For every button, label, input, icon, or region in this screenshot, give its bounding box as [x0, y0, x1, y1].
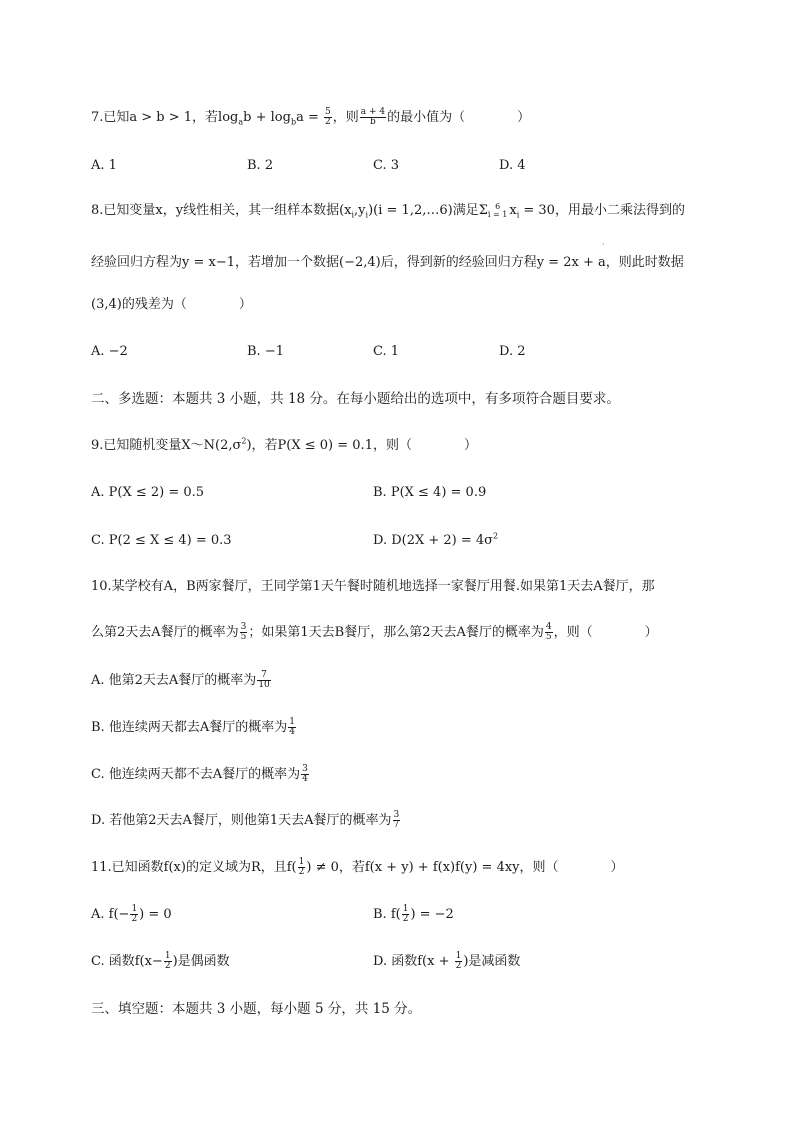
q7-fraction-five-halves: [324, 108, 332, 127]
sigma-symbol: Σ: [478, 203, 488, 218]
frac-den: 4: [302, 774, 308, 784]
frac-den: 7: [393, 820, 400, 830]
q11-opt-text: D. 函数f(x +: [373, 954, 454, 969]
frac-num: 3: [240, 622, 247, 632]
q8-text: 8.已知变量x，y线性相关，其一组样本数据(x: [91, 203, 352, 218]
q11-text: 11.已知函数f(x)的定义域为R，且f(: [91, 860, 297, 875]
frac-num: 3: [393, 810, 400, 820]
section-heading-fill-in: 三、填空题：本题共 3 小题，每小题 5 分，共 15 分。: [91, 1001, 422, 1017]
q11-fraction-half: [298, 858, 306, 877]
q10-opt-d-fraction: [393, 811, 401, 830]
frac-num: 1: [402, 904, 409, 914]
q8-sum-limits: [488, 203, 507, 219]
q8-text: = 30，用最小二乘法得到的: [519, 203, 685, 218]
frac-num: 1: [131, 904, 138, 914]
frac-den: b: [370, 117, 376, 127]
q11-option-c[interactable]: [91, 952, 230, 972]
q7-stem-part: b + log: [243, 110, 291, 125]
q8-stem-line2: 经验回归方程为y = x−1，若增加一个数据(−2,4)后，得到新的经验回归方程y = 2x + a，则此时数据: [91, 255, 684, 270]
q11-stem: [91, 858, 624, 878]
q8-sub: i: [365, 210, 369, 220]
q10-opt-text: C. 他连续两天都不去A餐厅的概率为: [91, 767, 301, 782]
frac-den: 2: [325, 117, 331, 127]
frac-den: 5: [545, 632, 552, 642]
q7-stem: [91, 108, 530, 128]
frac-num: 7: [257, 671, 270, 681]
q10-stem-line2: [91, 623, 658, 643]
sum-lower: i = 1: [487, 209, 508, 219]
q10-text: ；如果第1天去B餐厅，那么第2天去A餐厅的概率为: [248, 625, 544, 640]
q7-stem-part: a =: [296, 110, 319, 125]
q9-sup: 2: [241, 436, 247, 446]
q11-opt-text: A. f(−: [91, 907, 130, 922]
q7-stem-part: 的最小值为（ ）: [387, 110, 531, 125]
q7-sub-a: a: [238, 117, 244, 127]
frac-den: 2: [298, 867, 305, 877]
q11-opt-d-fraction: [455, 952, 463, 971]
q7-option-c[interactable]: C. 3: [373, 158, 400, 173]
frac-den: 2: [164, 961, 171, 971]
frac-den: 2: [455, 961, 462, 971]
q7-option-b[interactable]: B. 2: [247, 158, 274, 173]
q10-fraction-three-fifths: [240, 623, 248, 642]
frac-num: a + 4: [360, 107, 386, 117]
q11-opt-text: ) = −2: [410, 907, 454, 922]
q8-stem-line3: (3,4)的残差为（ ）: [91, 297, 252, 312]
sum-upper: 6: [495, 201, 501, 211]
q10-stem-line1: 10.某学校有A，B两家餐厅，王同学第1天午餐时随机地选择一家餐厅用餐.如果第1天去A餐厅，那: [91, 579, 655, 594]
q8-sub: i: [516, 210, 520, 220]
q10-option-a[interactable]: [91, 671, 272, 691]
q10-option-b[interactable]: [91, 718, 297, 738]
q7-stem-part: ，则: [332, 110, 359, 125]
q8-sub: i: [351, 210, 355, 220]
frac-den: 5: [240, 632, 247, 642]
frac-den: 4: [289, 727, 295, 737]
q10-opt-a-fraction: [257, 671, 270, 690]
q8-stem-line1: [91, 201, 685, 221]
q11-option-b[interactable]: [373, 905, 454, 925]
q10-fraction-four-fifths: [545, 623, 553, 642]
frac-num: 1: [298, 857, 305, 867]
q10-opt-b-fraction: [288, 718, 296, 737]
frac-num: 4: [545, 622, 552, 632]
q11-opt-text: B. f(: [373, 907, 401, 922]
frac-num: 1: [164, 951, 171, 961]
q8-option-d[interactable]: D. 2: [499, 344, 526, 359]
q7-sub-b: b: [290, 117, 297, 127]
q10-text: ，则（ ）: [553, 625, 658, 640]
frac-den: 2: [131, 914, 138, 924]
q11-text: ) ≠ 0，若f(x + y) + f(x)f(y) = 4xy，则（ ）: [306, 860, 624, 875]
q8-text: x: [509, 203, 517, 218]
q11-opt-text: )是偶函数: [172, 954, 230, 969]
q11-opt-text: ) = 0: [139, 907, 172, 922]
q10-option-d[interactable]: [91, 811, 401, 831]
frac-num: 3: [302, 764, 308, 774]
frac-num: 5: [325, 107, 331, 117]
q9-option-a[interactable]: A. P(X ≤ 2) = 0.5: [91, 485, 205, 500]
q10-opt-text: D. 若他第2天去A餐厅，则他第1天去A餐厅的概率为: [91, 813, 392, 828]
q11-opt-c-fraction: [164, 952, 172, 971]
q9-stem: [91, 436, 477, 456]
q7-option-d[interactable]: D. 4: [499, 158, 526, 173]
frac-den: 10: [258, 680, 270, 690]
frac-den: 2: [402, 914, 409, 924]
q9-text: 9.已知随机变量X～N(2,σ: [91, 438, 242, 453]
q11-opt-text: C. 函数f(x−: [91, 954, 163, 969]
q10-text: 么第2天去A餐厅的概率为: [91, 625, 239, 640]
q8-text: ,y: [354, 203, 366, 218]
q7-stem-part: 7.已知a > b > 1，若log: [91, 110, 239, 125]
q8-text: )(i = 1,2,…6)满足: [368, 203, 479, 218]
q10-option-c[interactable]: [91, 765, 310, 785]
q8-option-b[interactable]: B. −1: [247, 344, 284, 359]
q11-option-a[interactable]: [91, 905, 172, 925]
q10-opt-text: A. 他第2天去A餐厅的概率为: [91, 673, 257, 688]
frac-num: 1: [289, 717, 295, 727]
stray-mark: ·: [602, 240, 605, 249]
q9-text: )，若P(X ≤ 0) = 0.1，则（ ）: [246, 438, 477, 453]
section-heading-multiple-choice: 二、多选题：本题共 3 小题，共 18 分。在每小题给出的选项中，有多项符合题目要求。: [91, 391, 620, 407]
q8-option-a[interactable]: A. −2: [91, 344, 128, 359]
frac-num: 1: [455, 951, 462, 961]
q8-option-c[interactable]: C. 1: [373, 344, 400, 359]
q9-option-c[interactable]: C. P(2 ≤ X ≤ 4) = 0.3: [91, 533, 232, 548]
q11-opt-text: )是减函数: [463, 954, 521, 969]
q7-fraction-expression: [360, 108, 386, 127]
q7-option-a[interactable]: A. 1: [91, 158, 117, 173]
q9-option-b[interactable]: B. P(X ≤ 4) = 0.9: [373, 485, 487, 500]
q9-opt-d-text: D. D(2X + 2) = 4σ: [373, 533, 494, 548]
q11-opt-b-fraction: [402, 905, 410, 924]
q9-option-d[interactable]: [373, 531, 498, 551]
q10-opt-c-fraction: [301, 765, 309, 784]
q9-opt-d-sup: 2: [493, 531, 499, 541]
q10-opt-text: B. 他连续两天都去A餐厅的概率为: [91, 720, 288, 735]
q11-option-d[interactable]: [373, 952, 520, 972]
q11-opt-a-fraction: [130, 905, 138, 924]
